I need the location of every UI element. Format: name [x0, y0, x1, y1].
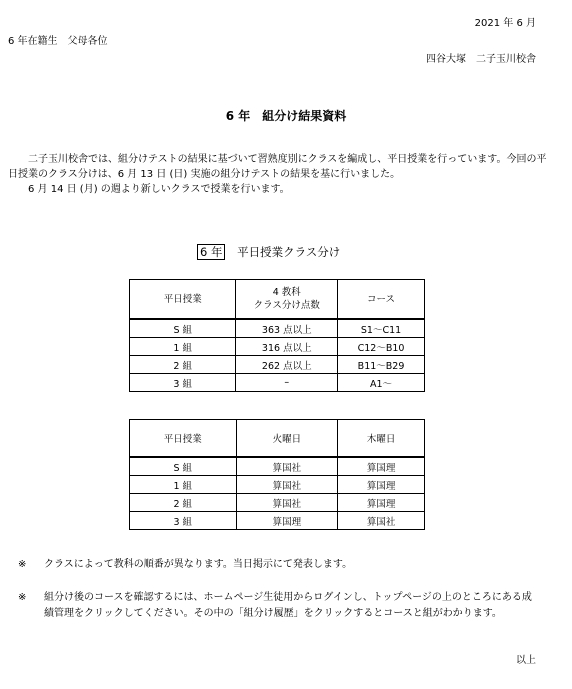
- table-row: [130, 457, 425, 476]
- table-row: [130, 512, 425, 530]
- table-cell: C12～B10: [338, 338, 425, 356]
- note-mark: ※: [18, 559, 27, 570]
- table-cell: S1～C11: [338, 319, 425, 338]
- document-date: 2021 年 6 月: [474, 18, 536, 29]
- table-cell: 3 組: [130, 374, 236, 392]
- section-heading: [197, 244, 340, 260]
- table-row: [130, 338, 425, 356]
- table-header-row: [130, 420, 425, 458]
- school-name: 四谷大塚 二子玉川校舎: [426, 54, 536, 65]
- note-text: 組分け後のコースを確認するには、ホームページ生徒用からログインし、トップページの上のところにある成績管理をクリックしてください。その中の「組分け履歴」をクリックするとコースと組がわかります。: [44, 592, 532, 619]
- closing-remark: 以上: [516, 655, 536, 666]
- table-cell: 算国理: [236, 512, 338, 530]
- intro-paragraph-1: 二子玉川校舎では、組分けテストの結果に基づいて習熟度別にクラスを編成し、平日授業を行っています。今回の平日授業のクラス分けは、6 月 13 日 (日) 実施の組分けテストの結果を基に行いました。: [8, 154, 547, 180]
- column-header: 平日授業: [130, 420, 237, 458]
- table-header-row: [130, 280, 425, 320]
- table-cell: 算国理: [338, 494, 425, 512]
- table-cell: 算国社: [338, 512, 425, 530]
- table-row: [130, 374, 425, 392]
- column-header: 平日授業: [130, 280, 236, 320]
- column-header: 木曜日: [338, 420, 425, 458]
- section-heading-text: 平日授業クラス分け: [237, 245, 341, 259]
- table-cell: 算国社: [236, 476, 338, 494]
- table-cell: 3 組: [130, 512, 237, 530]
- column-header: 4 教科 クラス分け点数: [236, 280, 338, 320]
- table-cell: 算国社: [236, 457, 338, 476]
- table-cell: 363 点以上: [236, 319, 338, 338]
- table-cell: S 組: [130, 457, 237, 476]
- table-cell: –: [236, 374, 338, 392]
- table-cell: 算国理: [338, 476, 425, 494]
- table-row: [130, 494, 425, 512]
- intro-text: [8, 152, 548, 197]
- column-header: 火曜日: [236, 420, 338, 458]
- table-cell: 316 点以上: [236, 338, 338, 356]
- document-title: 6 年 組分け結果資料: [225, 109, 347, 123]
- grade-label: 6 年: [197, 244, 225, 260]
- note-item: [18, 557, 538, 573]
- table-cell: 2 組: [130, 494, 237, 512]
- note-mark: ※: [18, 592, 27, 603]
- note-item: [18, 590, 538, 622]
- table-cell: 算国社: [236, 494, 338, 512]
- class-assignment-table: [129, 279, 425, 392]
- audience-line: 6 年在籍生 父母各位: [8, 36, 108, 47]
- table-cell: 262 点以上: [236, 356, 338, 374]
- table-cell: 1 組: [130, 476, 237, 494]
- column-header: コース: [338, 280, 425, 320]
- intro-paragraph-2: 6 月 14 日 (月) の週より新しいクラスで授業を行います。: [28, 184, 290, 195]
- note-text: クラスによって教科の順番が異なります。当日掲示にて発表します。: [44, 559, 353, 570]
- table-cell: 2 組: [130, 356, 236, 374]
- table-row: [130, 319, 425, 338]
- table-row: [130, 356, 425, 374]
- weekday-schedule-table: [129, 419, 425, 530]
- table-cell: A1～: [338, 374, 425, 392]
- table-cell: B11～B29: [338, 356, 425, 374]
- table-row: [130, 476, 425, 494]
- table-cell: S 組: [130, 319, 236, 338]
- table-cell: 1 組: [130, 338, 236, 356]
- table-cell: 算国理: [338, 457, 425, 476]
